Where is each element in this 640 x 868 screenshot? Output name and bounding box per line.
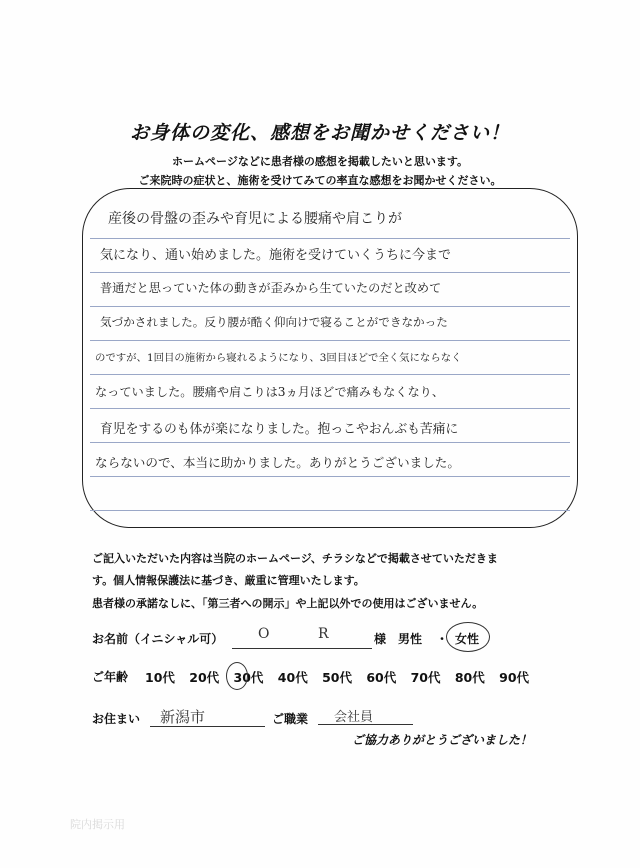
- gender-female-option[interactable]: 女性: [455, 632, 480, 646]
- faint-stamp: 院内掲示用: [70, 818, 125, 831]
- age-options: [145, 668, 539, 686]
- residence-label: お住まい: [92, 712, 141, 726]
- name-underline: [232, 648, 372, 649]
- job-label: ご職業: [272, 712, 309, 726]
- name-first-value[interactable]: O: [258, 626, 270, 642]
- name-last-value[interactable]: R: [318, 626, 329, 642]
- name-label: お名前（イニシャル可）: [92, 632, 224, 646]
- ruled-line: [90, 442, 570, 443]
- age-option[interactable]: 70代: [410, 670, 441, 685]
- sama-label: 様: [374, 632, 387, 646]
- gender-separator: ・: [436, 632, 449, 646]
- age-option-selected[interactable]: 30代: [233, 670, 264, 685]
- age-option[interactable]: 10代: [145, 670, 175, 685]
- age-option[interactable]: 50代: [322, 670, 352, 685]
- ruled-line: [90, 408, 570, 409]
- testimonial-line: なっていました。腰痛や肩こりは3ヵ月ほどで痛みもなくなり、: [95, 385, 445, 399]
- ruled-line: [90, 340, 570, 341]
- age-option[interactable]: 40代: [277, 670, 308, 685]
- ruled-line: [90, 272, 570, 273]
- gender-male-option[interactable]: 男性: [398, 632, 423, 646]
- age-option[interactable]: 20代: [189, 670, 220, 685]
- ruled-line: [90, 510, 570, 511]
- age-option[interactable]: 60代: [366, 670, 397, 685]
- testimonial-line: 気づかされました。反り腰が酷く仰向けで寝ることができなかった: [100, 315, 448, 329]
- testimonial-line: 普通だと思っていた体の動きが歪みから生ていたのだと改めて: [100, 281, 442, 295]
- testimonial-line: 気になり、通い始めました。施術を受けていくうちに今まで: [100, 248, 452, 263]
- ruled-line: [90, 476, 570, 477]
- job-value[interactable]: 会社員: [334, 710, 374, 725]
- selected-age-circle: [226, 662, 248, 690]
- testimonial-line: 産後の骨盤の歪みや育児による腰痛や肩こりが: [108, 211, 402, 227]
- selected-gender-circle: [446, 622, 490, 652]
- testimonial-line: 育児をするのも体が楽になりました。抱っこやおんぶも苦痛に: [100, 422, 459, 437]
- notice-line-1: ご記入いただいた内容は当院のホームページ、チラシなどで掲載させていただきま: [92, 552, 498, 565]
- notice-line-3: 患者様の承諾なしに、「第三者への開示」や上記以外での使用はございません。: [92, 597, 484, 610]
- thanks-text: ご協力ありがとうございました！: [352, 733, 533, 747]
- age-option[interactable]: 80代: [454, 670, 485, 685]
- page-title: お身体の変化、感想をお聞かせください！: [129, 122, 510, 144]
- subtitle-1: ホームページなどに患者様の感想を掲載したいと思います。: [172, 155, 468, 168]
- testimonial-line: ならないので、本当に助かりました。ありがとうございました。: [95, 455, 460, 470]
- ruled-line: [90, 374, 570, 375]
- testimonial-line: のですが、1回目の施術から寝れるようになり、3回目ほどで全く気にならなく: [95, 352, 462, 364]
- ruled-line: [90, 306, 570, 307]
- age-label: ご年齢: [92, 670, 129, 684]
- age-option[interactable]: 90代: [499, 670, 530, 685]
- ruled-line: [90, 238, 570, 239]
- notice-line-2: す。個人情報保護法に基づき、厳重に管理いたします。: [92, 574, 365, 587]
- residence-value[interactable]: 新潟市: [160, 708, 206, 726]
- subtitle-2: ご来院時の症状と、施術を受けてみての率直な感想をお聞かせください。: [138, 174, 502, 187]
